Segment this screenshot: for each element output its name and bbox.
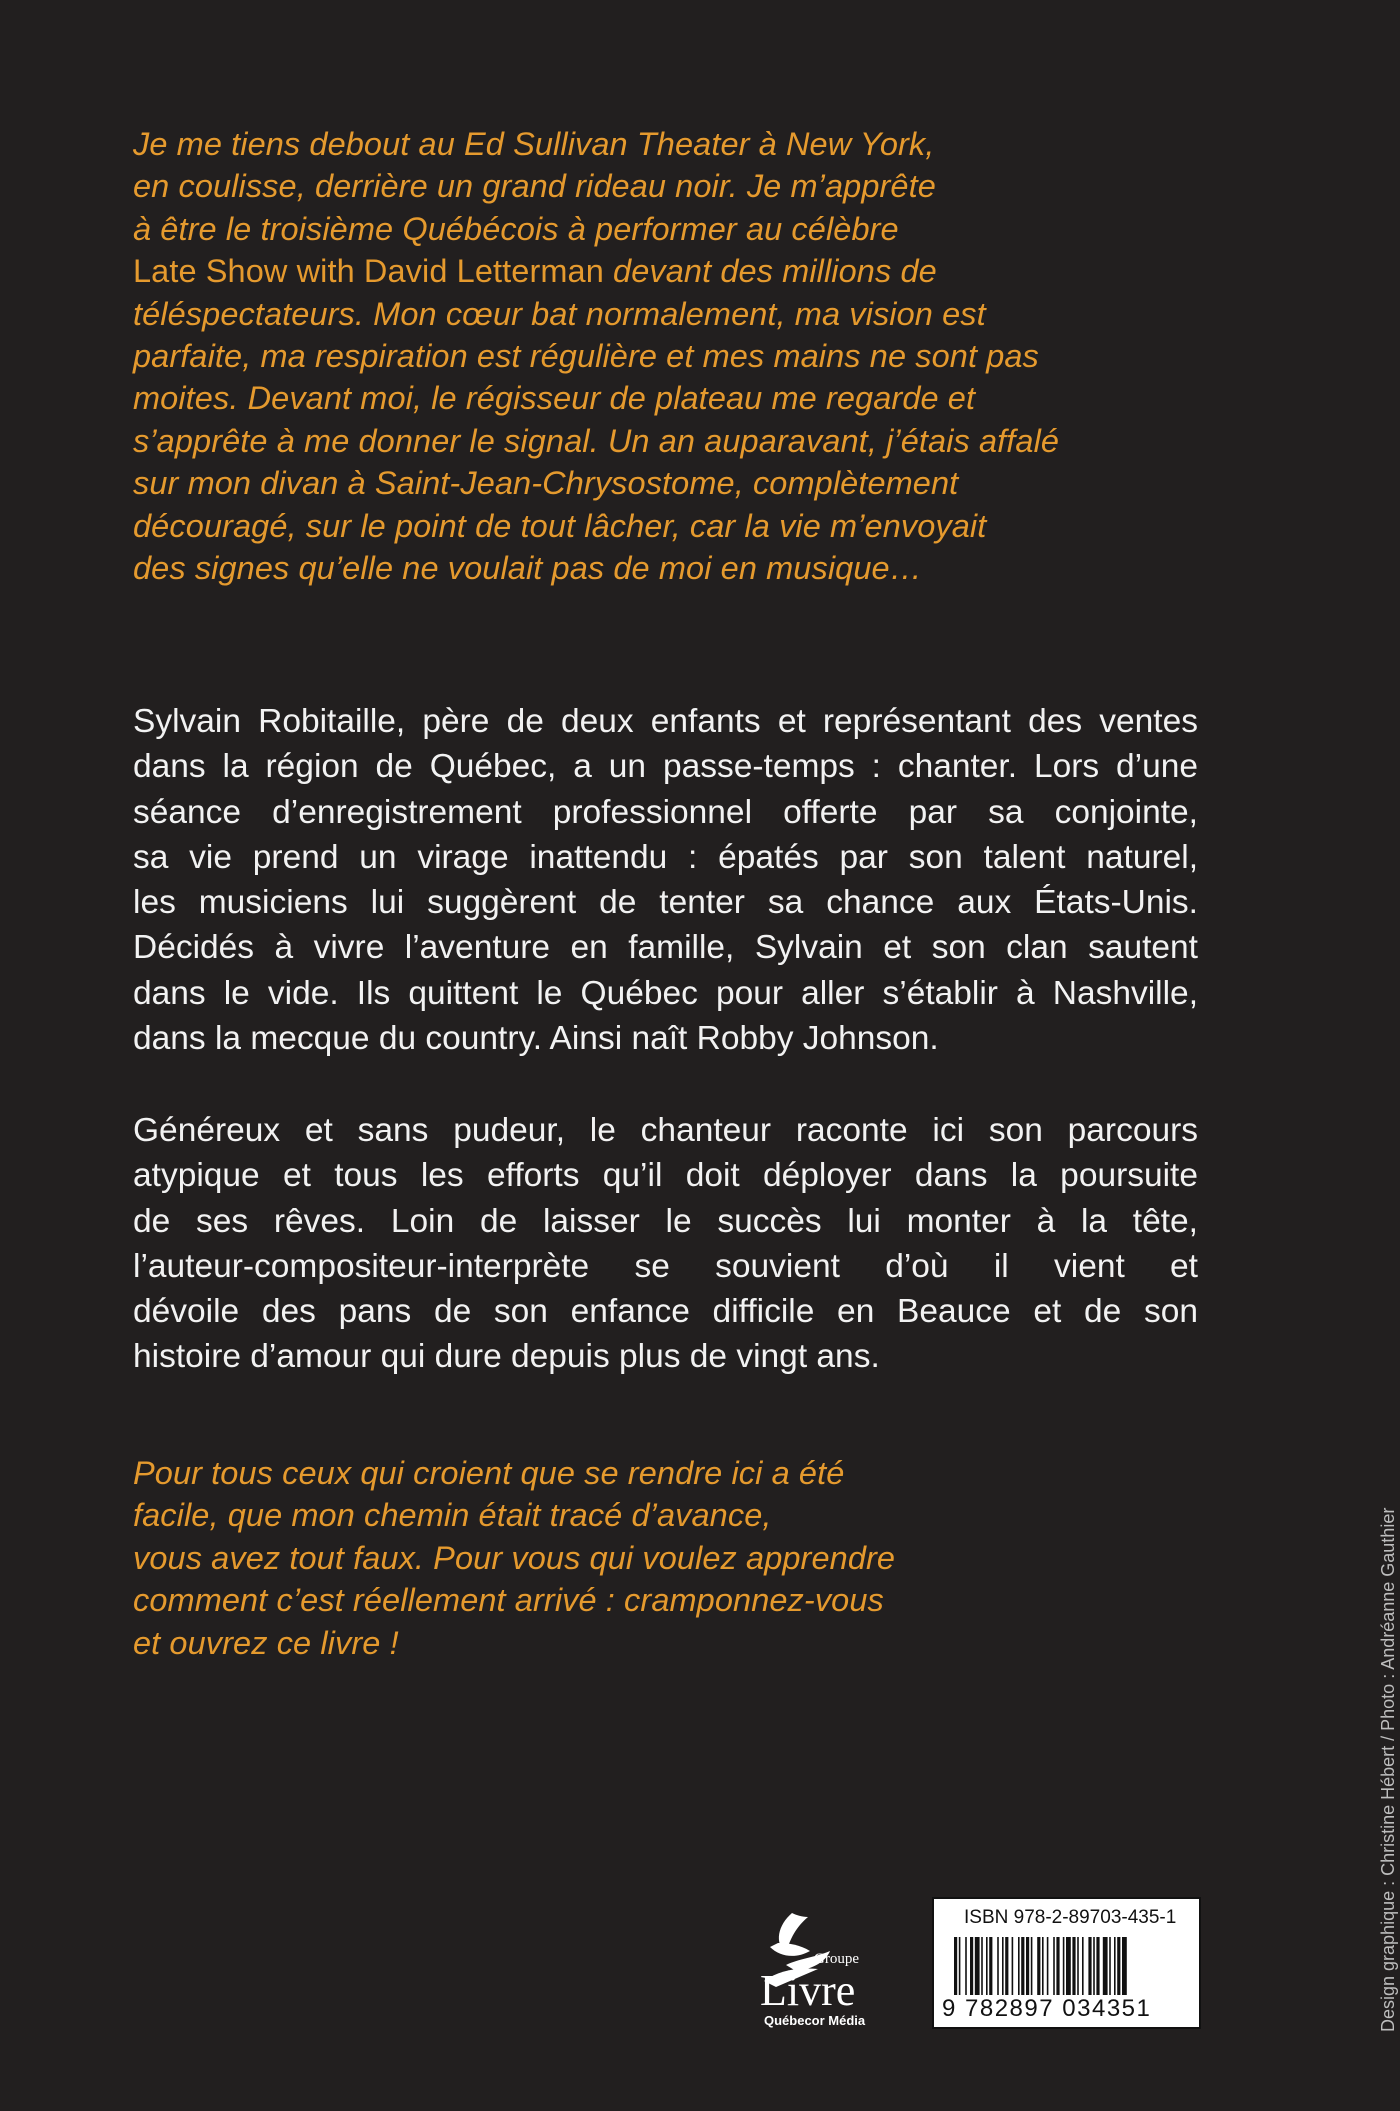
barcode-bar	[997, 1937, 999, 1995]
barcode-bar	[1114, 1937, 1116, 1995]
barcode-bar	[986, 1937, 988, 1995]
intro-quote-line: parfaite, ma respiration est régulière et mes mains ne sont pas	[133, 338, 1039, 375]
paragraph-line: histoire d’amour qui dure depuis plus de vingt ans.	[133, 1338, 880, 1376]
intro-quote-line: sur mon divan à Saint-Jean-Chrysostome, complètement	[133, 465, 959, 502]
intro-quote-line: devant des millions de	[613, 253, 937, 290]
barcode-bar	[1077, 1937, 1079, 1995]
barcode-bar	[1056, 1937, 1059, 1995]
barcode-bar	[1082, 1937, 1084, 1995]
synopsis-paragraph-2	[133, 1108, 1198, 1380]
paragraph-line: atypique et tous les efforts qu’il doit déployer dans la poursuite	[133, 1157, 1198, 1195]
barcode-bar	[1042, 1937, 1044, 1995]
paragraph-line: dans la mecque du country. Ainsi naît Robby Johnson.	[133, 1020, 939, 1058]
barcode-bar	[1122, 1937, 1127, 1995]
publisher-name: Livre	[760, 1966, 856, 2015]
publisher-subtitle: Québecor Média	[764, 2013, 866, 2028]
closing-quote-line: comment c’est réellement arrivé : cramponnez-vous	[133, 1582, 884, 1619]
paragraph-line: Décidés à vivre l’aventure en famille, Sylvain et son clan sautent	[133, 929, 1198, 967]
barcode-bar	[1109, 1937, 1111, 1995]
intro-quote-line: moites. Devant moi, le régisseur de plateau me regarde et	[133, 380, 976, 417]
barcode-bar	[1053, 1937, 1055, 1995]
closing-quote	[133, 1452, 1133, 1664]
barcode-bar	[959, 1937, 961, 1995]
publisher-group: Groupe	[814, 1951, 859, 1967]
barcode-bar	[1117, 1937, 1120, 1995]
intro-quote-line: des signes qu’elle ne voulait pas de moi en musique…	[133, 550, 923, 587]
synopsis-paragraph-1	[133, 699, 1198, 1061]
closing-quote-line: vous avez tout faux. Pour vous qui voulez apprendre	[133, 1539, 896, 1576]
intro-quote-line-with-title	[133, 250, 1133, 292]
closing-quote-line: Pour tous ceux qui croient que se rendre ici a été	[133, 1455, 845, 1491]
barcode-bar	[1096, 1937, 1099, 1995]
barcode-bar	[1088, 1937, 1091, 1995]
barcode-bar	[1005, 1937, 1008, 1995]
paragraph-line: dans la région de Québec, a un passe-temps : chanter. Lors d’une	[133, 748, 1198, 786]
barcode-bar	[970, 1937, 973, 1995]
paragraph-line: sa vie prend un virage inattendu : épatés par son talent naturel,	[133, 838, 1198, 876]
show-title: Late Show with David Letterman	[133, 253, 604, 290]
barcode-bar	[981, 1937, 983, 1995]
paragraph-line: séance d’enregistrement professionnel offerte par sa conjointe,	[133, 793, 1198, 831]
barcode-bar	[1002, 1937, 1004, 1995]
paragraph-line: Généreux et sans pudeur, le chanteur raconte ici son parcours	[133, 1112, 1198, 1149]
isbn-label: ISBN 978-2-89703-435-1	[964, 1907, 1177, 1928]
paragraph-line: dévoile des pans de son enfance difficile en Beauce et de son	[133, 1293, 1198, 1331]
barcode-bar	[1018, 1937, 1020, 1995]
barcode-bar	[1047, 1937, 1049, 1995]
intro-quote-line: à être le troisième Québécois à performer au célèbre	[133, 210, 899, 247]
paragraph-line: Sylvain Robitaille, père de deux enfants et représentant des ventes	[133, 703, 1198, 740]
intro-quote-line: Je me tiens debout au Ed Sullivan Theater à New York,	[133, 126, 935, 162]
barcode-bar	[965, 1937, 967, 1995]
intro-quote-line: en coulisse, derrière un grand rideau noir. Je m’apprête	[133, 168, 936, 205]
barcode-bar	[1012, 1937, 1014, 1995]
paragraph-line: les musiciens lui suggèrent de tenter sa chance aux États-Unis.	[133, 884, 1198, 922]
intro-quote-line: s’apprête à me donner le signal. Un an auparavant, j’étais affalé	[133, 422, 1060, 459]
intro-quote	[133, 123, 1133, 589]
paragraph-line: l’auteur-compositeur-interprète se souvient d’où il vient et	[133, 1247, 1198, 1285]
isbn-barcode-box	[932, 1897, 1201, 2029]
design-photo-credits: Design graphique : Christine Hébert / Photo : Andréanne Gauthier	[1378, 1507, 1398, 2032]
barcode-bar	[954, 1937, 957, 1995]
closing-quote-line: facile, que mon chemin était tracé d’avance,	[133, 1497, 772, 1534]
barcode-bar	[1093, 1937, 1095, 1995]
paragraph-line: dans le vide. Ils quittent le Québec pour aller s’établir à Nashville,	[133, 974, 1198, 1012]
barcode-bar	[1021, 1937, 1024, 1995]
publisher-logo	[730, 1895, 880, 2055]
bird-logo-icon	[730, 1895, 880, 2055]
barcode-bar	[1066, 1937, 1071, 1995]
barcode-bar	[975, 1937, 980, 1995]
barcode-bar	[989, 1937, 992, 1995]
barcode-bar	[1103, 1937, 1108, 1995]
barcode-bar	[1072, 1937, 1075, 1995]
barcode-icon	[954, 1937, 1179, 1995]
barcode-bar	[1031, 1937, 1033, 1995]
barcode-bar	[1037, 1937, 1040, 1995]
closing-quote-line: et ouvrez ce livre !	[133, 1624, 399, 1661]
paragraph-line: de ses rêves. Loin de laisser le succès lui monter à la tête,	[133, 1202, 1198, 1240]
barcode-bar	[1063, 1937, 1065, 1995]
barcode-bar	[1026, 1937, 1029, 1995]
isbn-digits: 9 782897 034351	[942, 1995, 1152, 2022]
intro-quote-line: découragé, sur le point de tout lâcher, car la vie m’envoyait	[133, 507, 987, 544]
intro-quote-line: téléspectateurs. Mon cœur bat normalement, ma vision est	[133, 295, 986, 332]
